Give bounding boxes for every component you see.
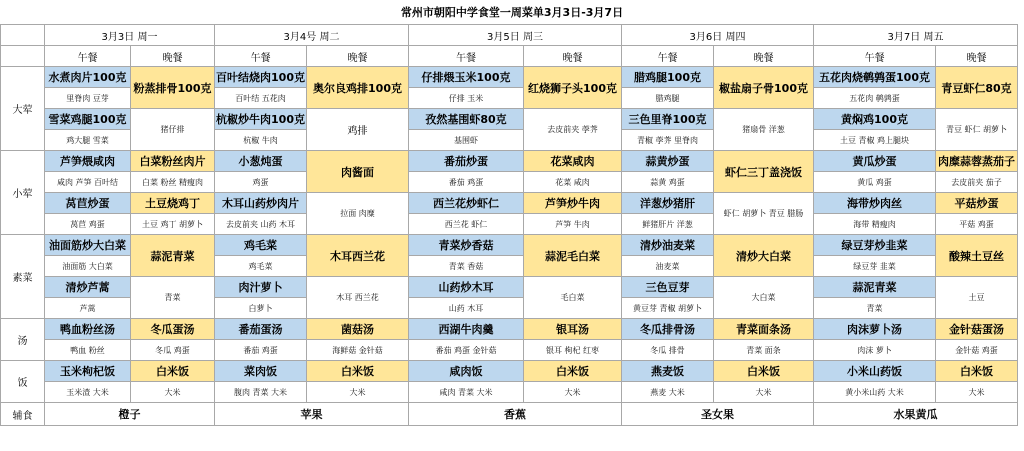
ingredient-cell: 银耳 枸杞 红枣 [524,340,622,361]
ingredient-cell: 仔排 玉米 [409,88,524,109]
dish-cell: 芦笋炒牛肉 [524,193,622,214]
dish-cell: 五花肉烧鹌鹑蛋100克 [814,67,936,88]
rice-ingredient-row [1,382,1018,403]
day-header-row [1,25,1018,46]
ingredient-cell: 木耳 西兰花 [307,277,409,319]
meal-header-row [1,46,1018,67]
dish-cell: 金针菇蛋汤 [936,319,1018,340]
dish-cell: 油面筋炒大白菜 [45,235,131,256]
corner-cell [1,46,45,67]
dish-cell: 蒜黄炒蛋 [622,151,714,172]
dish-cell: 山药炒木耳 [409,277,524,298]
dish-cell: 西兰花炒虾仁 [409,193,524,214]
ingredient-cell: 杭椒 牛肉 [215,130,307,151]
meal-dinner-label: 晚餐 [524,46,622,67]
small-dish-row-2 [1,193,1018,214]
ingredient-cell: 青菜 面条 [714,340,814,361]
meal-dinner-label: 晚餐 [936,46,1018,67]
dish-cell: 青菜面条汤 [714,319,814,340]
dish-cell: 西湖牛肉羹 [409,319,524,340]
ingredient-cell: 大米 [524,382,622,403]
weekly-menu-table [0,24,1018,426]
section-label-rice: 饭 [1,361,45,403]
meal-lunch-label: 午餐 [409,46,524,67]
ingredient-cell: 百叶结 五花肉 [215,88,307,109]
fruit-cell: 橙子 [45,403,215,426]
ingredient-cell: 黄豆芽 青椒 胡萝卜 [622,298,714,319]
ingredient-cell: 黄小米山药 大米 [814,382,936,403]
ingredient-cell: 冬瓜 鸡蛋 [131,340,215,361]
dish-cell: 鸭血粉丝汤 [45,319,131,340]
big-dish-row-1 [1,67,1018,88]
veg-dish-row-1 [1,235,1018,256]
fruit-cell: 苹果 [215,403,409,426]
ingredient-cell: 鸡毛菜 [215,256,307,277]
ingredient-cell: 绿豆芽 韭菜 [814,256,936,277]
menu-title: 常州市朝阳中学食堂一周菜单3月3日-3月7日 [400,6,624,19]
section-label-small: 小荤 [1,151,45,235]
ingredient-cell: 番茄 鸡蛋 金针菇 [409,340,524,361]
fruit-cell: 香蕉 [409,403,622,426]
ingredient-cell: 芦蒿 [45,298,131,319]
dish-cell: 平菇炒蛋 [936,193,1018,214]
dish-cell: 水煮肉片100克 [45,67,131,88]
ingredient-cell: 番茄 鸡蛋 [409,172,524,193]
side-row [1,403,1018,426]
dish-cell: 腊鸡腿100克 [622,67,714,88]
dish-cell: 菜肉饭 [215,361,307,382]
dish-cell: 小葱炖蛋 [215,151,307,172]
dish-cell: 蒜泥毛白菜 [524,235,622,277]
dish-cell: 玉米枸杞饭 [45,361,131,382]
dish-cell: 冬瓜蛋汤 [131,319,215,340]
ingredient-cell: 毛白菜 [524,277,622,319]
ingredient-cell: 土豆 [936,277,1018,319]
meal-dinner-label: 晚餐 [307,46,409,67]
dish-cell: 青菜炒香菇 [409,235,524,256]
section-label-side: 辅食 [1,403,45,426]
dish-cell: 木耳山药炒肉片 [215,193,307,214]
soup-dish-row [1,319,1018,340]
ingredient-cell: 山药 木耳 [409,298,524,319]
ingredient-cell: 冬瓜 排骨 [622,340,714,361]
ingredient-cell: 大米 [307,382,409,403]
day-header-fri: 3月7日 周五 [814,25,1018,46]
dish-cell: 仔排煨玉米100克 [409,67,524,88]
dish-cell: 菌菇汤 [307,319,409,340]
ingredient-cell: 去皮前夹 茄子 [936,172,1018,193]
ingredient-cell: 青菜 香菇 [409,256,524,277]
dish-cell: 燕麦饭 [622,361,714,382]
dish-cell: 莴苣炒蛋 [45,193,131,214]
ingredient-cell: 芦笋 牛肉 [524,214,622,235]
dish-cell: 芦笋煨咸肉 [45,151,131,172]
ingredient-cell: 油麦菜 [622,256,714,277]
veg-dish-row-2 [1,277,1018,298]
dish-cell: 白米饭 [307,361,409,382]
meal-lunch-label: 午餐 [215,46,307,67]
day-header-wed: 3月5日 周三 [409,25,622,46]
day-header-thu: 3月6日 周四 [622,25,814,46]
dish-cell: 番茄蛋汤 [215,319,307,340]
dish-cell: 蒜泥青菜 [131,235,215,277]
dish-cell: 三色豆芽 [622,277,714,298]
ingredient-cell: 虾仁 胡萝卜 青豆 腊肠 [714,193,814,235]
ingredient-cell: 猪仔排 [131,109,215,151]
ingredient-cell: 五花肉 鹌鹑蛋 [814,88,936,109]
dish-cell: 青豆虾仁80克 [936,67,1018,109]
dish-cell: 白米饭 [714,361,814,382]
ingredient-cell: 金针菇 鸡蛋 [936,340,1018,361]
meal-lunch-label: 午餐 [45,46,131,67]
day-header-tue: 3月4号 周二 [215,25,409,46]
ingredient-cell: 黄瓜 鸡蛋 [814,172,936,193]
fruit-cell: 圣女果 [622,403,814,426]
dish-cell: 土豆烧鸡丁 [131,193,215,214]
meal-dinner-label: 晚餐 [714,46,814,67]
ingredient-cell: 大米 [131,382,215,403]
dish-cell: 椒盐扇子骨100克 [714,67,814,109]
section-label-veg: 素菜 [1,235,45,319]
dish-cell: 冬瓜排骨汤 [622,319,714,340]
ingredient-cell: 鸡蛋 [215,172,307,193]
ingredient-cell: 蒜黄 鸡蛋 [622,172,714,193]
dish-cell: 孜然基围虾80克 [409,109,524,130]
ingredient-cell: 土豆 青椒 鸡上腿块 [814,130,936,151]
ingredient-cell: 大米 [714,382,814,403]
big-dish-row-2 [1,109,1018,130]
ingredient-cell: 白萝卜 [215,298,307,319]
ingredient-cell: 基围虾 [409,130,524,151]
dish-cell: 银耳汤 [524,319,622,340]
dish-cell: 木耳西兰花 [307,235,409,277]
ingredient-cell: 平菇 鸡蛋 [936,214,1018,235]
ingredient-cell: 鸭血 粉丝 [45,340,131,361]
meal-dinner-label: 晚餐 [131,46,215,67]
dish-cell: 肉糜蒜蓉蒸茄子 [936,151,1018,172]
soup-ingredient-row [1,340,1018,361]
dish-cell: 咸肉饭 [409,361,524,382]
dish-cell: 白米饭 [524,361,622,382]
ingredient-cell: 猪扇骨 洋葱 [714,109,814,151]
dish-cell: 肉汁萝卜 [215,277,307,298]
ingredient-cell: 去皮前夹 荸荠 [524,109,622,151]
ingredient-cell: 燕麦 大米 [622,382,714,403]
rice-dish-row [1,361,1018,382]
small-dish-row-1 [1,151,1018,172]
dish-cell: 三色里脊100克 [622,109,714,130]
ingredient-cell: 玉米渣 大米 [45,382,131,403]
ingredient-cell: 番茄 鸡蛋 [215,340,307,361]
dish-cell: 雪菜鸡腿100克 [45,109,131,130]
ingredient-cell: 肉沫 萝卜 [814,340,936,361]
section-label-big: 大荤 [1,67,45,151]
dish-cell: 清炒大白菜 [714,235,814,277]
ingredient-cell: 青豆 虾仁 胡萝卜 [936,109,1018,151]
section-label-soup: 汤 [1,319,45,361]
ingredient-cell: 腹肉 青菜 大米 [215,382,307,403]
ingredient-cell: 青椒 荸荠 里脊肉 [622,130,714,151]
ingredient-cell: 油面筋 大白菜 [45,256,131,277]
dish-cell: 酸辣土豆丝 [936,235,1018,277]
ingredient-cell: 咸肉 青菜 大米 [409,382,524,403]
dish-cell: 白菜粉丝肉片 [131,151,215,172]
dish-cell: 花菜咸肉 [524,151,622,172]
day-header-mon: 3月3日 周一 [45,25,215,46]
dish-cell: 粉蒸排骨100克 [131,67,215,109]
ingredient-cell: 海鲜菇 金针菇 [307,340,409,361]
ingredient-cell: 白菜 粉丝 精瘦肉 [131,172,215,193]
dish-cell: 清炒油麦菜 [622,235,714,256]
ingredient-cell: 花菜 咸肉 [524,172,622,193]
ingredient-cell: 去皮前夹 山药 木耳 [215,214,307,235]
dish-cell: 白米饭 [936,361,1018,382]
ingredient-cell: 鸡排 [307,109,409,151]
dish-cell: 红烧狮子头100克 [524,67,622,109]
dish-cell: 小米山药饭 [814,361,936,382]
dish-cell: 肉酱面 [307,151,409,193]
dish-cell: 杭椒炒牛肉100克 [215,109,307,130]
meal-lunch-label: 午餐 [814,46,936,67]
ingredient-cell: 青菜 [131,277,215,319]
ingredient-cell: 大米 [936,382,1018,403]
dish-cell: 肉沫萝卜汤 [814,319,936,340]
dish-cell: 绿豆芽炒韭菜 [814,235,936,256]
dish-cell: 洋葱炒猪肝 [622,193,714,214]
small-ingredient-row-1 [1,172,1018,193]
dish-cell: 鸡毛菜 [215,235,307,256]
meal-lunch-label: 午餐 [622,46,714,67]
dish-cell: 海带炒肉丝 [814,193,936,214]
ingredient-cell: 里脊肉 豆芽 [45,88,131,109]
ingredient-cell: 大白菜 [714,277,814,319]
dish-cell: 蒜泥青菜 [814,277,936,298]
dish-cell: 奥尔良鸡排100克 [307,67,409,109]
ingredient-cell: 海带 精瘦肉 [814,214,936,235]
ingredient-cell: 莴苣 鸡蛋 [45,214,131,235]
dish-cell: 黄瓜炒蛋 [814,151,936,172]
corner-cell [1,25,45,46]
ingredient-cell: 鸡大腿 雪菜 [45,130,131,151]
ingredient-cell: 腊鸡腿 [622,88,714,109]
dish-cell: 番茄炒蛋 [409,151,524,172]
dish-cell: 黄焖鸡100克 [814,109,936,130]
fruit-cell: 水果黄瓜 [814,403,1018,426]
ingredient-cell: 咸肉 芦笋 百叶结 [45,172,131,193]
ingredient-cell: 土豆 鸡丁 胡萝卜 [131,214,215,235]
ingredient-cell: 青菜 [814,298,936,319]
dish-cell: 百叶结烧肉100克 [215,67,307,88]
dish-cell: 虾仁三丁盖浇饭 [714,151,814,193]
dish-cell: 清炒芦蒿 [45,277,131,298]
ingredient-cell: 拉面 肉糜 [307,193,409,235]
small-ingredient-row-2 [1,214,1018,235]
dish-cell: 白米饭 [131,361,215,382]
ingredient-cell: 鲜猪肝片 洋葱 [622,214,714,235]
ingredient-cell: 西兰花 虾仁 [409,214,524,235]
